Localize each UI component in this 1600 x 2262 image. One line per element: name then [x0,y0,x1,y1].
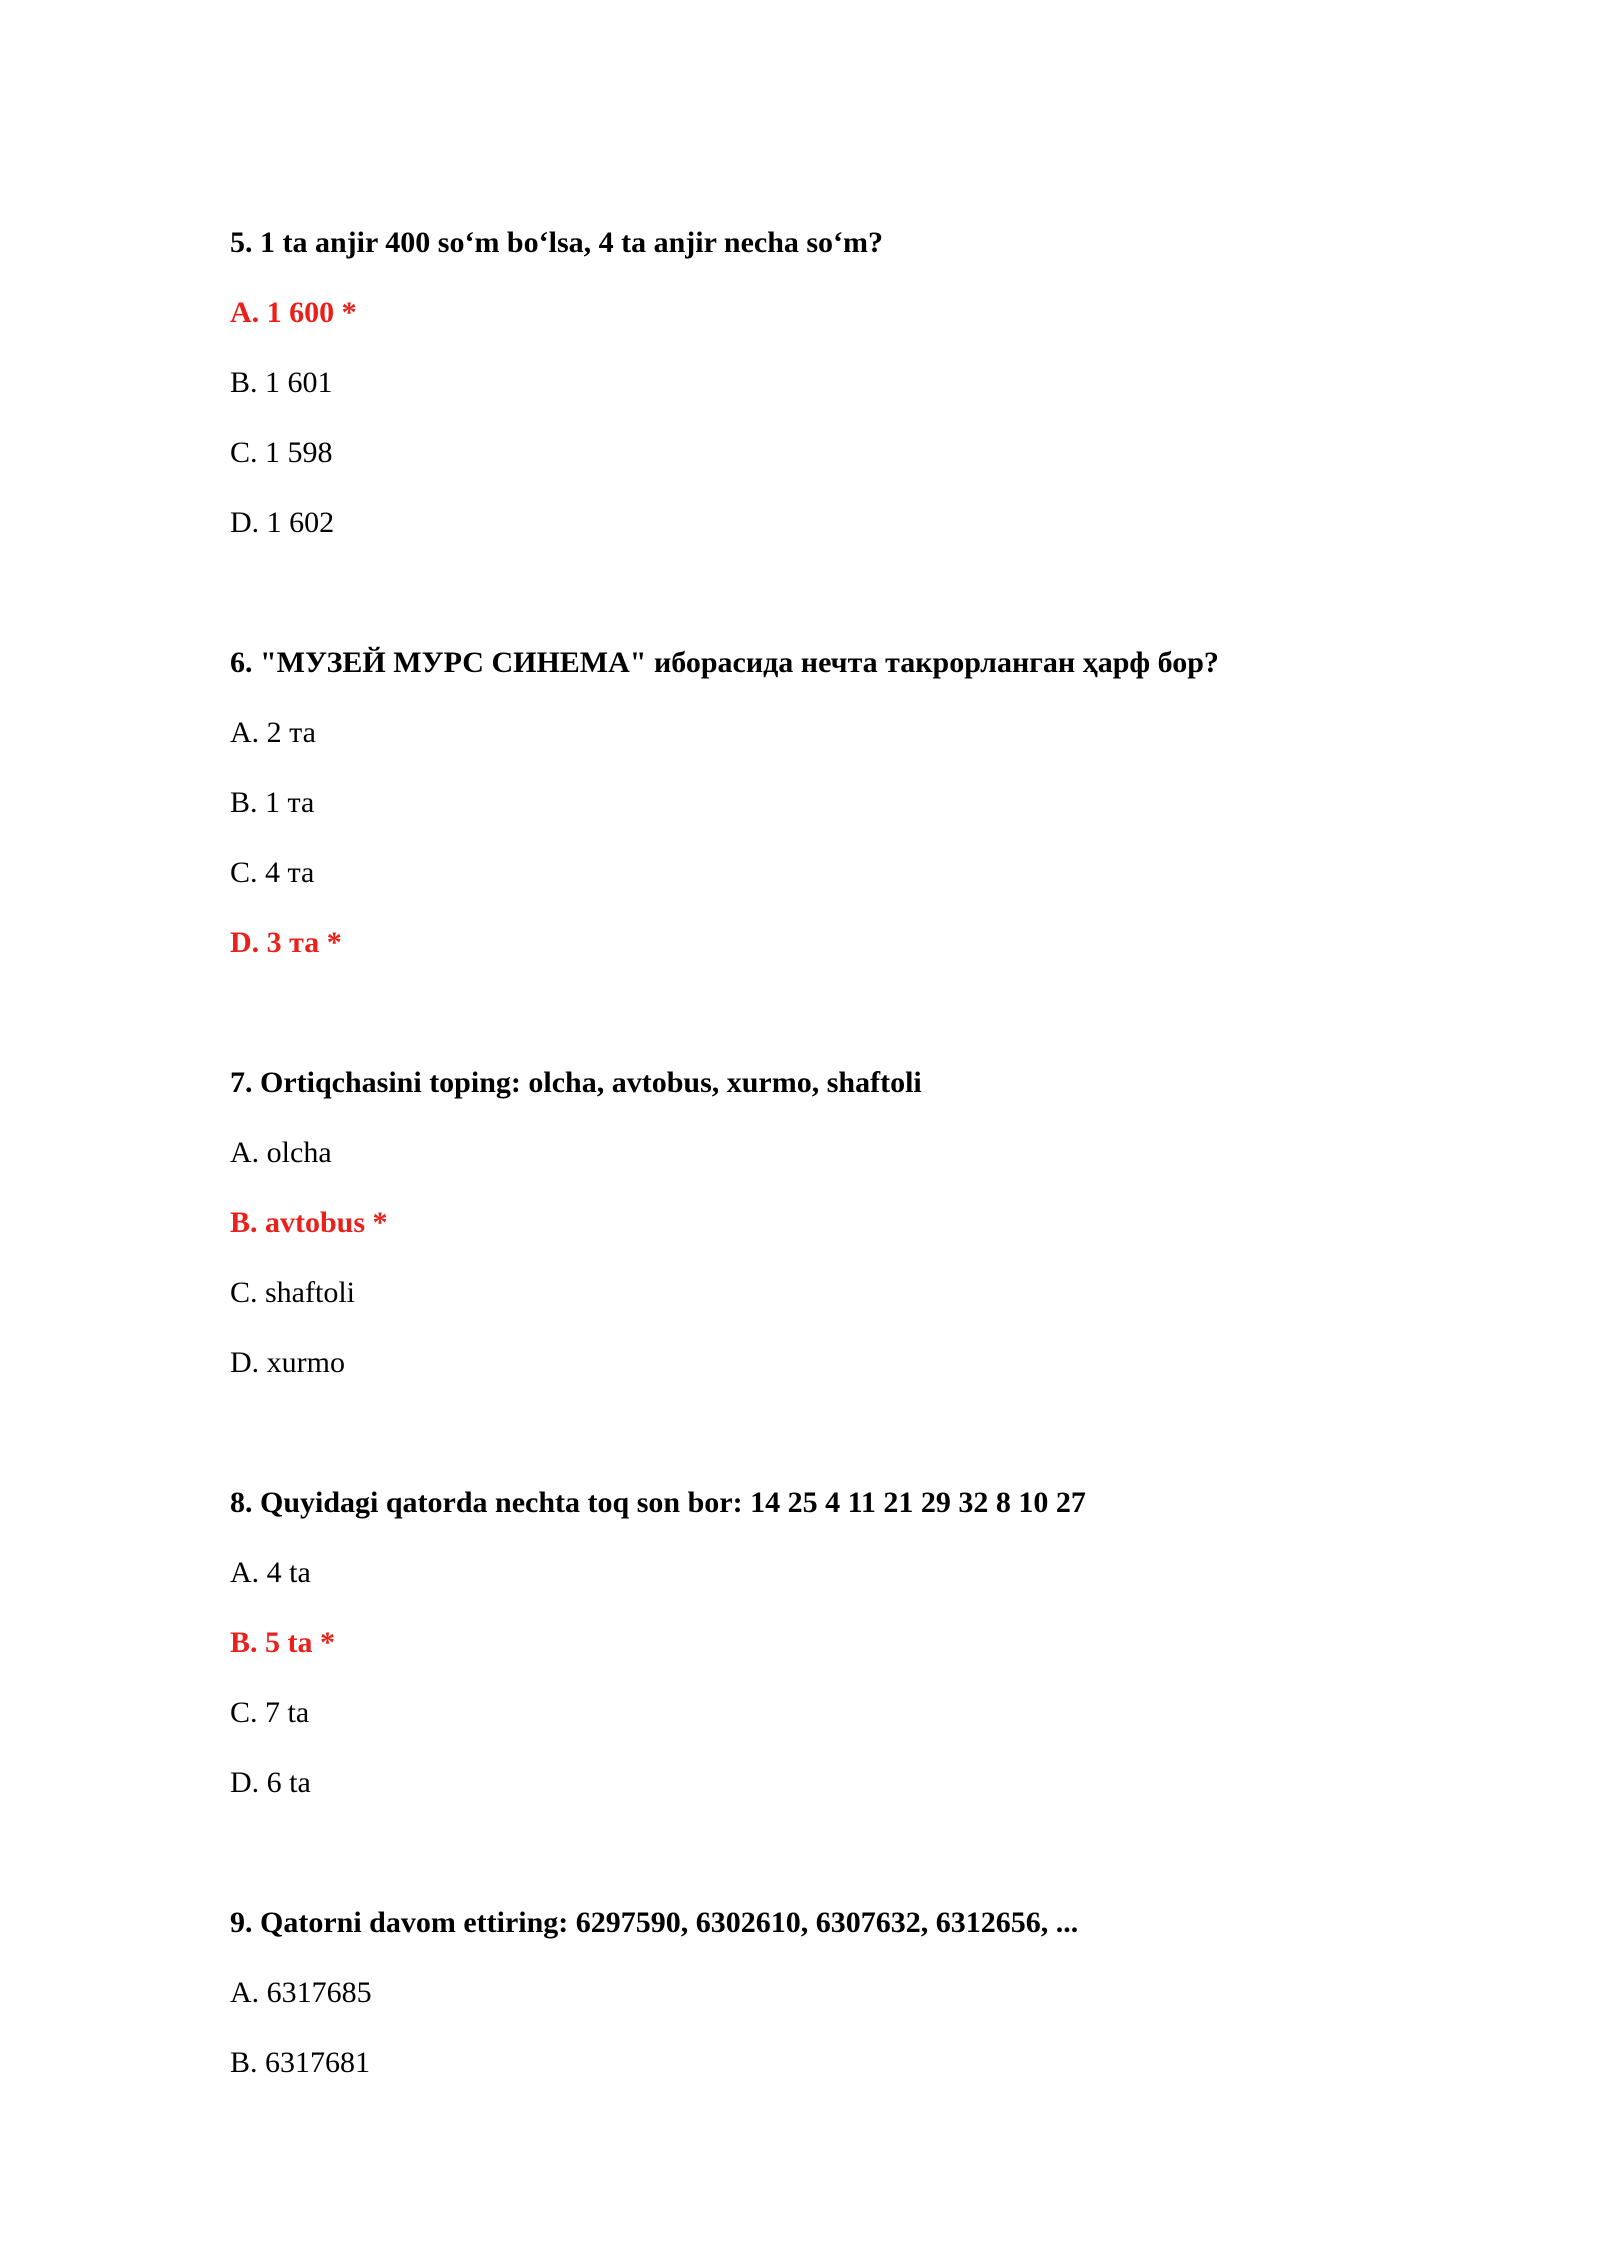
option-c: C. 7 ta [230,1696,310,1729]
option-d: D. 6 ta [230,1766,311,1799]
option-d-correct: D. 3 та * [230,926,342,959]
question-title: 8. Quyidagi qatorda nechta toq son bor: 14 25 4 11 21 29 32 8 10 27 [230,1486,1086,1519]
option-a: A. 2 та [230,716,316,749]
option-c: C. shaftoli [230,1276,355,1309]
option-b: B. 6317681 [230,2046,371,2079]
question-title: 7. Ortiqchasini toping: olcha, avtobus, xurmo, shaftoli [230,1066,922,1099]
question-6 [230,646,1490,996]
option-a: A. 4 ta [230,1556,311,1589]
option-b: B. 1 та [230,786,315,819]
option-a: A. olcha [230,1136,332,1169]
option-d: D. 1 602 [230,506,335,539]
question-5 [230,226,1490,576]
option-b-correct: B. avtobus * [230,1206,388,1239]
question-title: 6. "МУЗЕЙ МУРС СИНЕМА" иборасида нечта такрорланган ҳарф бор? [230,646,1219,679]
option-c: C. 1 598 [230,436,333,469]
option-b: B. 1 601 [230,366,333,399]
question-title: 9. Qatorni davom ettiring: 6297590, 6302610, 6307632, 6312656, ... [230,1906,1079,1939]
question-9 [230,1906,1490,2116]
option-a: A. 6317685 [230,1976,372,2009]
question-8 [230,1486,1490,1836]
question-7 [230,1066,1490,1416]
question-title: 5. 1 ta anjir 400 so‘m bo‘lsa, 4 ta anjir necha so‘m? [230,226,884,259]
option-a-correct: A. 1 600 * [230,296,357,329]
option-d: D. xurmo [230,1346,345,1379]
option-c: C. 4 та [230,856,315,889]
option-b-correct: B. 5 ta * [230,1626,335,1659]
